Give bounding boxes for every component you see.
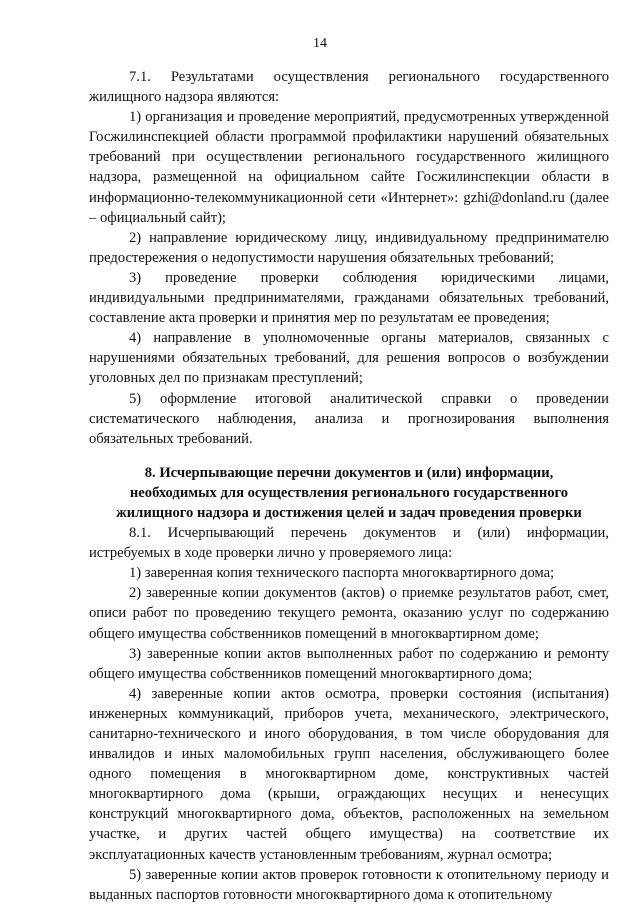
document-body (89, 67, 609, 905)
heading-line: необходимых для осуществления регионального государственного (129, 484, 569, 501)
list-item: 1) организация и проведение мероприятий, предусмотренных утвержденной Госжилинспекцией области программой профилактики нарушений обязательных требований при осуществлении регионального государственного жилищного надзора, размещенной на официальном сайте Госжилинспекции области в информационно-телекоммуникационной сети «Интернет»: gzhi@donland.ru (далее – официальный сайт); (89, 109, 609, 226)
page-number: 14 (313, 36, 327, 51)
section-8-1-intro: 8.1. Исчерпывающий перечень документов и (или) информации, истребуемых в ходе проверки лично у проверяемого лица: (89, 525, 609, 562)
heading-line: 8. Исчерпывающие перечни документов и (или) информации, (144, 464, 554, 481)
list-item: 4) заверенные копии актов осмотра, проверки состояния (испытания) инженерных коммуникаций, приборов учета, механического, электрического, санитарно-технического и иного оборудования, в том числе оборудования для инвалидов и иных маломобильных групп населения, обслуживающего более одного помещения в многоквартирном доме, конструктивных частей многоквартирного дома (крыши, ограждающих несущих и ненесущих конструкций многоквартирного дома, объектов, расположенных на земельном участке, и других частей общего имущества) на соответствие их эксплуатационных качеств установленным требованиям, журнал осмотра; (89, 685, 609, 863)
list-item: 3) заверенные копии актов выполненных работ по содержанию и ремонту общего имущества собственников помещений многоквартирного дома; (89, 645, 609, 682)
list-item: 1) заверенная копия технического паспорта многоквартирного дома; (129, 565, 555, 582)
list-item: 2) заверенные копии документов (актов) о приемке результатов работ, смет, описи работ по проведению текущего ремонта, оказанию услуг по содержанию общего имущества собственников помещений в многоквартирном доме; (89, 585, 609, 642)
section-7-1-intro: 7.1. Результатами осуществления регионального государственного жилищного надзора являются: (89, 69, 609, 106)
list-item: 2) направление юридическому лицу, индивидуальному предпринимателю предостережения о недопустимости нарушения обязательных требований; (89, 229, 609, 266)
list-item: 5) оформление итоговой аналитической справки о проведении систематического наблюдения, анализа и прогнозирования выполнения обязательных требований. (89, 390, 609, 447)
section-8-heading (89, 463, 609, 523)
list-item: 5) заверенные копии актов проверок готовности к отопительному периоду и выданных паспортов готовности многоквартирного дома к отопительному (89, 866, 609, 903)
list-item: 4) направление в уполномоченные органы материалов, связанных с нарушениями обязательных требований, для решения вопросов о возбуждении уголовных дел по признакам преступлений; (89, 330, 609, 387)
list-item: 3) проведение проверки соблюдения юридическими лицами, индивидуальными предпринимателями, гражданами обязательных требований, составление акта проверки и принятия мер по результатам ее проведения; (89, 269, 609, 327)
heading-line: жилищного надзора и достижения целей и задач проведения проверки (116, 504, 582, 521)
